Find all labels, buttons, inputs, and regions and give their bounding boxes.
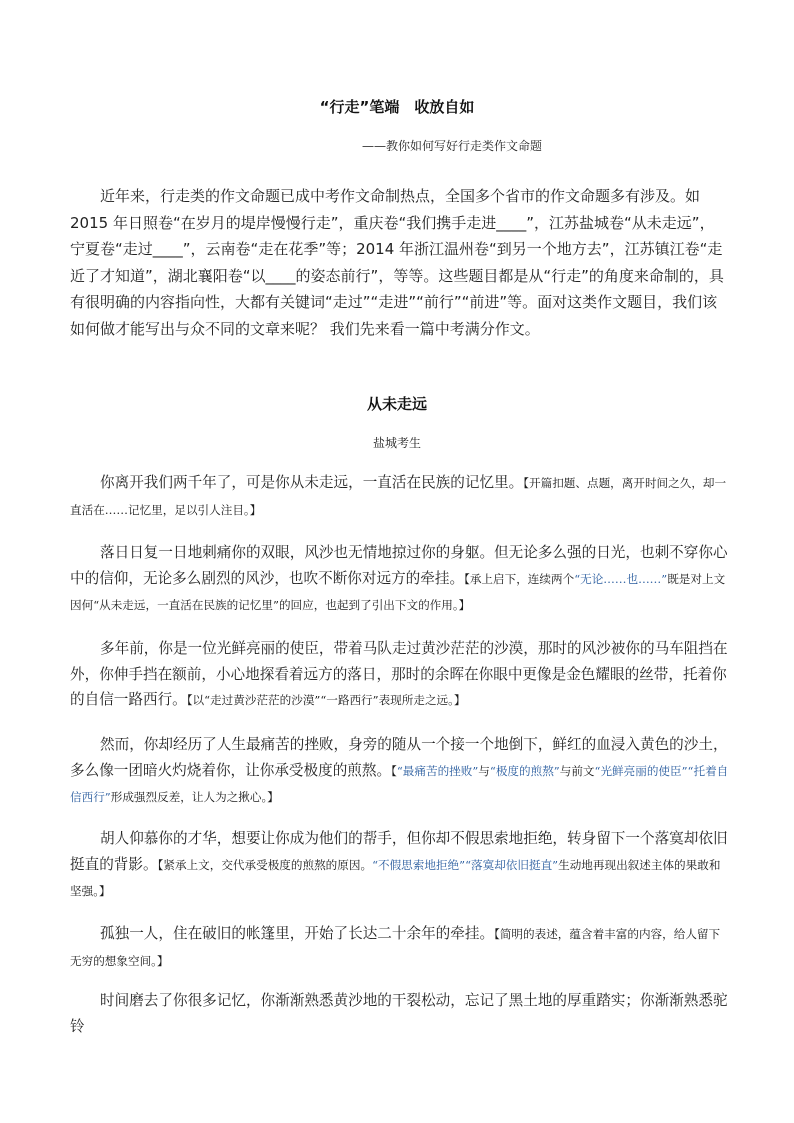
essay-paragraph-5	[70, 826, 730, 905]
annotation: 【开篇扣题、点题，离开时间之久，却一直活在……记忆里，足以引人注目。】	[70, 476, 727, 517]
paragraph-text: 你离开我们两千年了，可是你从未走远，一直活在民族的记忆里。	[100, 474, 524, 491]
document-subtitle: ——教你如何写好行走类作文命题	[361, 139, 542, 153]
annotation: 既是对上文因何“从未走远，一直活在民族的记忆里”的回应，也起到了引出下文的作用。】	[70, 571, 726, 612]
paragraph-text: 然而，你却经历了人生最痛苦的挫败，身旁的随从一个接一个地倒下，鲜红的血浸入黄色的沙土，多么像一团暗火灼烧着你，让你承受极度的煎熬。	[70, 736, 728, 779]
essay-title: 从未走远	[366, 395, 427, 413]
essay-paragraph-4	[70, 732, 730, 811]
annotation-quote: “极度的煎熬”	[489, 763, 560, 778]
annotation-quote: “最痛苦的挫败”	[396, 763, 479, 778]
annotation-quote: “不假思索地拒绝”“落寞却依旧挺直”	[372, 857, 559, 872]
essay-paragraph-7	[70, 988, 730, 1039]
annotation: 生动地再现出叙述主体的果敢和坚强。】	[70, 857, 721, 898]
document-title: “行走”笔端 收放自如	[319, 98, 475, 116]
annotation-quote: “无论……也……”	[574, 571, 668, 586]
paragraph-text: 胡人仰慕你的才华，想要让你成为他们的帮手，但你却不假思索地拒绝，转身留下一个落寞却依旧挺直的背影。	[70, 830, 728, 873]
annotation: 与	[478, 763, 490, 778]
essay-paragraph-1	[70, 470, 730, 523]
annotation: 形成强烈反差，让人为之揪心。】	[110, 790, 279, 804]
essay-paragraph-6	[70, 921, 730, 974]
intro-paragraph: 近年来，行走类的作文命题已成中考作文命制热点，全国多个省市的作文命题多有涉及。如 2015 年日照卷“在岁月的堤岸慢慢行走”，重庆卷“我们携手走进____”，江苏盐城卷“从未走远”，宁夏卷“走过____”，云南卷“走在花季”等；2014 年浙江温州卷“到另一个地方去”，江苏镇江卷“走近了才知道”，湖北襄阳卷“以____的姿态前行”，等等。这些题目都是从“行走”的角度来命制的，具有很明确的内容指向性，大都有关键词“走过”“走进”“前行”“前进”等。面对这类作文题目，我们该如何做才能写出与众不同的文章来呢？ 我们先来看一篇中考满分作文。	[70, 187, 724, 338]
paragraph-text: 时间磨去了你很多记忆，你渐渐熟悉黄沙地的干裂松动，忘记了黑土地的厚重踏实；你渐渐熟悉驼铃	[70, 992, 728, 1035]
paragraph-text: 孤独一人，住在破旧的帐篷里，开始了长达二十余年的牵挂。	[100, 925, 495, 942]
annotation-quote: “光鲜亮丽的使臣”“托着自信西行”	[70, 763, 729, 804]
paragraph-text: 多年前，你是一位光鲜亮丽的使臣，带着马队走过黄沙茫茫的沙漠，那时的风沙被你的马车阻挡在外，你伸手挡在额前，小心地探看着远方的落日，那时的余晖在你眼中更像是金色耀眼的丝带，托着你的自信一路西行。	[70, 640, 728, 708]
annotation: 与前文	[559, 763, 595, 778]
annotation: 【以“走过黄沙茫茫的沙漠”“一路西行”表现所走之远。】	[186, 693, 466, 707]
annotation: 【承上启下，连续两个	[464, 571, 575, 586]
essay-author: 盐城考生	[372, 436, 421, 450]
essay-paragraph-2	[70, 540, 730, 619]
annotation: 【简明的表述，蕴含着丰富的内容，给人留下无穷的想象空间。】	[70, 927, 721, 968]
essay-paragraph-3	[70, 636, 730, 714]
paragraph-text: 落日日复一日地刺痛你的双眼，风沙也无情地掠过你的身躯。但无论多么强的日光，也刺不穿你心中的信仰，无论多么剧烈的风沙，也吹不断你对远方的牵挂。	[70, 544, 728, 587]
annotation: 【	[391, 763, 397, 778]
annotation: 【紧承上文，交代承受极度的煎熬的原因。	[157, 857, 373, 872]
